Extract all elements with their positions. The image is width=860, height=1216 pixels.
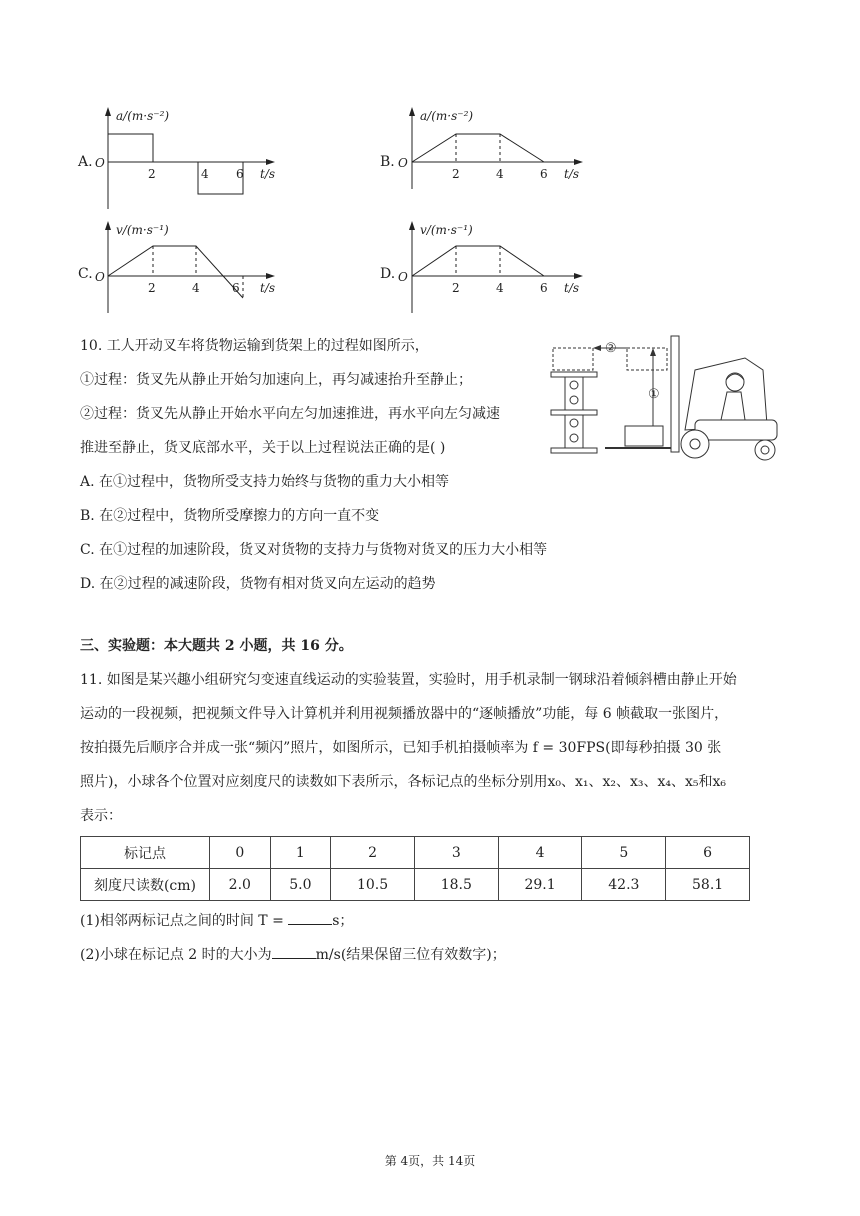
table-cell: 0	[210, 837, 271, 869]
readings-table	[80, 836, 750, 901]
graph-d	[380, 218, 590, 322]
option-label: D.	[380, 266, 396, 282]
origin-label: O	[95, 156, 105, 170]
table-cell: 58.1	[666, 869, 750, 901]
sub2-prefix: (2)小球在标记点 2 时的大小为	[80, 947, 272, 963]
tick-2: 2	[452, 167, 460, 181]
y-axis-label: a/(m·s⁻²)	[116, 109, 170, 123]
table-cell: 6	[666, 837, 750, 869]
tick-2: 2	[452, 281, 460, 295]
page-footer: 第 4页，共 14页	[384, 1154, 476, 1168]
table-cell: 10.5	[331, 869, 415, 901]
table-cell: 5	[582, 837, 666, 869]
tick-4: 4	[496, 167, 504, 181]
table-cell: 1	[270, 837, 331, 869]
sub1-prefix: (1)相邻两标记点之间的时间 T =	[80, 913, 289, 929]
graph-b	[380, 104, 590, 198]
q10-option-b: B. 在②过程中，货物所受摩擦力的方向一直不变	[80, 508, 380, 524]
graph-d-svg	[380, 218, 590, 318]
q10-line-2: ②过程：货叉先从静止开始水平向左匀加速推进，再水平向左匀减速	[80, 406, 500, 422]
table-cell: 29.1	[498, 869, 582, 901]
option-label: B.	[380, 154, 395, 170]
q11-line-3: 按拍摄先后顺序合并成一张“频闪”照片，如图所示，已知手机拍摄帧率为 f = 30FPS(即每秒拍摄 30 张	[80, 740, 722, 756]
q11-sub-1	[80, 910, 353, 931]
option-label: A.	[78, 154, 93, 170]
y-axis-label: v/(m·s⁻¹)	[116, 223, 169, 237]
tick-4: 4	[201, 167, 209, 181]
y-axis-label: v/(m·s⁻¹)	[420, 223, 473, 237]
sub1-suffix: s；	[332, 913, 354, 929]
arrow-label-2: ②	[605, 341, 617, 356]
q10-option-a: A. 在①过程中，货物所受支持力始终与货物的重力大小相等	[80, 474, 450, 490]
tick-6: 6	[232, 281, 240, 295]
y-axis-label: a/(m·s⁻²)	[420, 109, 474, 123]
table-cell: 3	[414, 837, 498, 869]
q11-line-2: 运动的一段视频，把视频文件导入计算机并利用视频播放器中的“逐帧播放”功能，每 6 帧截取一张图片，	[80, 706, 729, 722]
graph-a-svg	[78, 104, 278, 214]
q10-option-d: D. 在②过程的减速阶段，货物有相对货叉向左运动的趋势	[80, 576, 436, 592]
section-heading: 三、实验题：本大题共 2 小题，共 16 分。	[80, 638, 353, 654]
table-cell: 18.5	[414, 869, 498, 901]
q10-line-3: 推进至静止，货叉底部水平，关于以上过程说法正确的是( )	[80, 440, 446, 456]
table-row	[81, 837, 750, 869]
forklift-svg	[545, 330, 785, 465]
answer-blank[interactable]	[272, 944, 316, 959]
graph-b-svg	[380, 104, 590, 194]
tick-6: 6	[236, 167, 244, 181]
q11-line-5: 表示：	[80, 808, 122, 824]
x-axis-label: t/s	[564, 281, 580, 295]
q11-line-1: 11. 如图是某兴趣小组研究匀变速直线运动的实验装置，实验时，用手机录制一钢球沿着倾斜槽由静止开始	[80, 672, 737, 688]
x-axis-label: t/s	[260, 167, 276, 181]
x-axis-label: t/s	[260, 281, 276, 295]
q10-stem: 10. 工人开动叉车将货物运输到货架上的过程如图所示，	[80, 338, 429, 354]
x-axis-label: t/s	[564, 167, 580, 181]
sub2-suffix: m/s(结果保留三位有效数字)；	[315, 947, 506, 963]
origin-label: O	[95, 270, 105, 284]
q10-line-1: ①过程：货叉先从静止开始匀加速向上，再匀减速抬升至静止；	[80, 372, 472, 388]
table-row	[81, 869, 750, 901]
origin-label: O	[398, 270, 408, 284]
tick-6: 6	[540, 281, 548, 295]
table-cell: 42.3	[582, 869, 666, 901]
q11-line-4: 照片)，小球各个位置对应刻度尺的读数如下表所示，各标记点的坐标分别用x₀、x₁、x₂、x₃、x₄、x₅和x₆	[80, 774, 727, 790]
forklift-figure	[545, 330, 785, 469]
tick-4: 4	[192, 281, 200, 295]
table-cell: 2	[331, 837, 415, 869]
tick-2: 2	[148, 167, 156, 181]
table-cell: 5.0	[270, 869, 331, 901]
q11-sub-2	[80, 944, 506, 965]
q10-option-c: C. 在①过程的加速阶段，货叉对货物的支持力与货物对货叉的压力大小相等	[80, 542, 548, 558]
tick-2: 2	[148, 281, 156, 295]
option-label: C.	[78, 266, 93, 282]
graph-a	[78, 104, 278, 218]
table-cell: 2.0	[210, 869, 271, 901]
arrow-label-1: ①	[648, 387, 660, 402]
table-cell: 4	[498, 837, 582, 869]
origin-label: O	[398, 156, 408, 170]
tick-6: 6	[540, 167, 548, 181]
graph-c-svg	[78, 218, 278, 318]
table-row-label: 刻度尺读数(cm)	[81, 869, 210, 901]
table-header-label: 标记点	[81, 837, 210, 869]
answer-blank[interactable]	[288, 910, 332, 925]
graph-c	[78, 218, 278, 322]
tick-4: 4	[496, 281, 504, 295]
